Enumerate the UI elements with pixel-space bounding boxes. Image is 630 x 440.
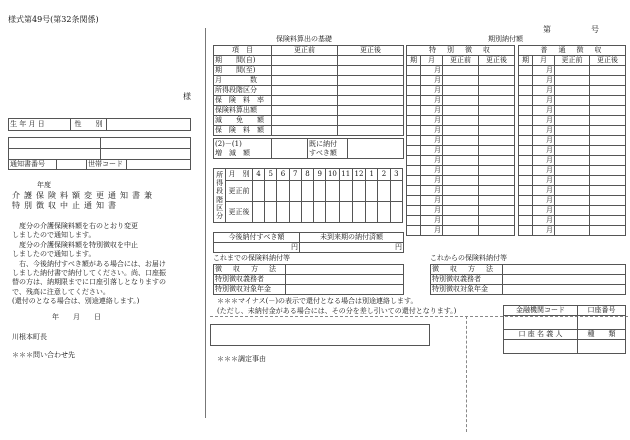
- basis-header-after: 更正後: [338, 46, 404, 56]
- notice-title-line2: 特別徴収中止通知書: [12, 201, 120, 210]
- basis-row-label: 月 数: [214, 76, 272, 86]
- issuer-name: 川根本町長: [12, 333, 47, 341]
- month-unit: 月: [533, 226, 555, 236]
- month-unit: 月: [533, 216, 555, 226]
- refund-note-line2: (ただし、未納付金がある場合には、その分を差し引いての還付となります。): [217, 307, 457, 315]
- month-unit: 月: [421, 126, 443, 136]
- month-unit: 月: [533, 116, 555, 126]
- month-cell: 4: [252, 169, 264, 181]
- month-unit: 月: [421, 196, 443, 206]
- month-cell: 5: [265, 169, 277, 181]
- month-unit: 月: [533, 136, 555, 146]
- month-unit: 月: [421, 86, 443, 96]
- difference-label-line: 増 減 額: [215, 148, 250, 157]
- inquiry-label: ＊＊＊問い合わせ先: [12, 351, 75, 359]
- basis-header-item: 項 目: [214, 46, 272, 56]
- month-unit: 月: [421, 226, 443, 236]
- account-number-label: 口座番号: [578, 306, 626, 316]
- month-unit: 月: [533, 126, 555, 136]
- body-line: 度分の介護保険料額を右のとおり変更: [12, 222, 138, 230]
- month-cell: 7: [289, 169, 301, 181]
- ki-header: 期: [519, 56, 533, 66]
- basis-header-before: 更正前: [272, 46, 338, 56]
- unsettled-paid-label: 未到来期の納付済額: [300, 233, 404, 243]
- address-box: [8, 137, 191, 160]
- side-char: 得: [216, 179, 224, 188]
- difference-label: [214, 139, 272, 159]
- basis-row-label: 保 険 料 額: [214, 126, 272, 136]
- month-unit: 月: [421, 186, 443, 196]
- address-cell: [9, 138, 101, 149]
- account-type-value: [578, 340, 626, 354]
- body-line: で、残高に注意してください。: [12, 287, 110, 296]
- basis-row-label: 保 険 料 率: [214, 96, 272, 106]
- column-divider: [205, 28, 206, 418]
- body-line: しましたので通知します。: [12, 231, 96, 240]
- body-line: 右、今後納付すべき額がある場合には、お届け: [12, 259, 166, 268]
- account-number-value: [578, 316, 626, 330]
- special-collection-header: 特 別 徴 収: [407, 46, 515, 56]
- basis-row-label: 期 間(至): [214, 66, 272, 76]
- cut-line-vertical: [466, 316, 467, 432]
- month-cell: 2: [378, 169, 390, 181]
- body-line: しましたので通知します。: [12, 250, 96, 259]
- future-payment-table: [430, 264, 626, 295]
- side-char: 所: [216, 171, 224, 179]
- month-unit: 月: [421, 146, 443, 156]
- month-unit: 月: [533, 86, 555, 96]
- month-unit: 月: [533, 76, 555, 86]
- after-header: 更正後: [479, 56, 515, 66]
- addressee-sama: 様: [183, 92, 191, 101]
- month-unit: 月: [533, 206, 555, 216]
- month-unit: 月: [533, 156, 555, 166]
- monthly-grade-table: [213, 168, 403, 223]
- account-holder-value: [504, 340, 578, 354]
- basis-row-label: 減 免 額: [214, 116, 272, 126]
- form-number: 様式第49号(第32条関係): [8, 15, 99, 24]
- month-unit: 月: [421, 66, 443, 76]
- period-payment-title: 期別納付額: [488, 35, 523, 43]
- payment-amount-table: [213, 232, 404, 253]
- before-header: 更正前: [555, 56, 590, 66]
- month-unit: 月: [421, 116, 443, 126]
- household-code-value: [127, 160, 191, 170]
- notice-title-line1: 介護保険料額変更通知書兼: [12, 191, 156, 200]
- paid-label-line: 既に納付: [309, 139, 337, 148]
- side-char: 段: [216, 187, 224, 196]
- sex-value: [107, 119, 191, 131]
- month-unit: 月: [421, 166, 443, 176]
- month-unit: 月: [421, 176, 443, 186]
- bank-account-table: [503, 305, 626, 354]
- month-cell: 10: [326, 169, 339, 181]
- account-type-label: 種 類: [578, 330, 626, 340]
- birth-date-label: 生 年 月 日: [9, 119, 71, 131]
- ki-header: 期: [407, 56, 421, 66]
- refund-note-line1: ＊＊＊マイナス(－)の表示で還付となる場合は別途連絡します。: [217, 297, 418, 305]
- month-cell: 1: [366, 169, 378, 181]
- address-cell: [9, 149, 101, 160]
- future-payment-yen: 円: [214, 243, 300, 253]
- previous-payment-table: [213, 264, 404, 295]
- basis-table: [213, 45, 404, 136]
- unsettled-paid-yen: 円: [300, 243, 404, 253]
- side-char: 分: [216, 212, 224, 221]
- month-header: 月: [421, 56, 443, 66]
- basis-row-label: 保険料算出額: [214, 106, 272, 116]
- month-cell: 12: [352, 169, 365, 181]
- paid-label: [308, 139, 348, 159]
- previous-row-label: 徴 収 方 法: [214, 265, 286, 275]
- difference-value: [272, 139, 308, 159]
- month-cell: 9: [314, 169, 326, 181]
- grade-before-label: 更正前: [226, 181, 253, 202]
- basis-row-label: 所得段階区分: [214, 86, 272, 96]
- future-payment-title: これからの保険料納付等: [430, 254, 507, 262]
- bank-code-label: 金融機関コード: [504, 306, 578, 316]
- notice-number-value: [57, 160, 87, 170]
- notice-code-table: [8, 159, 191, 170]
- future-row-label: 特別徴収義務者: [431, 275, 503, 285]
- body-line: 替の方は、納期限までに口座引落しとなりますの: [12, 278, 166, 287]
- sex-label: 性 別: [71, 119, 107, 131]
- month-unit: 月: [421, 206, 443, 216]
- month-unit: 月: [533, 176, 555, 186]
- month-cell: 6: [277, 169, 289, 181]
- household-code-label: 世帯コード: [87, 160, 127, 170]
- future-row-label: 徴 収 方 法: [431, 265, 503, 275]
- month-unit: 月: [533, 166, 555, 176]
- basis-title: 保険料算出の基礎: [276, 35, 332, 43]
- previous-row-label: 特別徴収義務者: [214, 275, 286, 285]
- month-label: 月 別: [226, 169, 253, 181]
- month-cell: 11: [339, 169, 352, 181]
- normal-collection-header: 普 通 徴 収: [519, 46, 626, 56]
- month-unit: 月: [421, 96, 443, 106]
- body-line: 度分の介護保険料額を特別徴収を中止: [12, 240, 138, 249]
- month-unit: 月: [533, 66, 555, 76]
- address-cell: [101, 138, 191, 149]
- paid-value: [348, 139, 404, 159]
- month-unit: 月: [533, 106, 555, 116]
- month-header: 月: [533, 56, 555, 66]
- month-unit: 月: [421, 106, 443, 116]
- month-unit: 月: [533, 146, 555, 156]
- notice-number-label: 通知書番号: [9, 160, 57, 170]
- previous-row-label: 特別徴収対象年金: [214, 285, 286, 295]
- side-char: 区: [216, 203, 224, 212]
- side-char: 階: [216, 195, 224, 204]
- month-unit: 月: [533, 196, 555, 206]
- body-line: しました納付書で納付してください。尚、口座振: [12, 269, 166, 278]
- assessment-reason-label: ＊＊＊調定事由: [217, 355, 266, 363]
- month-unit: 月: [421, 216, 443, 226]
- future-row-label: 特別徴収対象年金: [431, 285, 503, 295]
- address-cell: [101, 149, 191, 160]
- bank-code-value: [504, 316, 578, 330]
- birth-sex-table: [8, 118, 191, 131]
- month-unit: 月: [533, 96, 555, 106]
- month-cell: 3: [390, 169, 402, 181]
- issue-date: 年 月 日: [52, 313, 101, 321]
- previous-payment-title: これまでの保険料納付等: [213, 254, 290, 262]
- month-unit: 月: [533, 186, 555, 196]
- difference-label-line: (2)－(1): [215, 139, 242, 148]
- paid-label-line: すべき額: [309, 148, 337, 157]
- assessment-box: [210, 324, 430, 346]
- fiscal-year-label: 年度: [37, 181, 51, 189]
- month-unit: 月: [421, 156, 443, 166]
- month-unit: 月: [421, 76, 443, 86]
- notice-body: [12, 222, 166, 307]
- document-number-label: 第 号: [543, 25, 599, 34]
- month-unit: 月: [421, 136, 443, 146]
- basis-row-label: 期 間(自): [214, 56, 272, 66]
- difference-table: [213, 138, 404, 159]
- grade-after-label: 更正後: [226, 202, 253, 223]
- period-payment-table: [406, 45, 626, 236]
- month-cell: 8: [301, 169, 313, 181]
- account-holder-label: 口 座 名 義 人: [504, 330, 578, 340]
- body-line: (還付のとなる場合は、別途連絡します。): [12, 297, 140, 306]
- after-header: 更正後: [590, 56, 626, 66]
- future-payment-label: 今後納付すべき額: [214, 233, 300, 243]
- before-header: 更正前: [443, 56, 479, 66]
- grade-side-label: [214, 169, 226, 223]
